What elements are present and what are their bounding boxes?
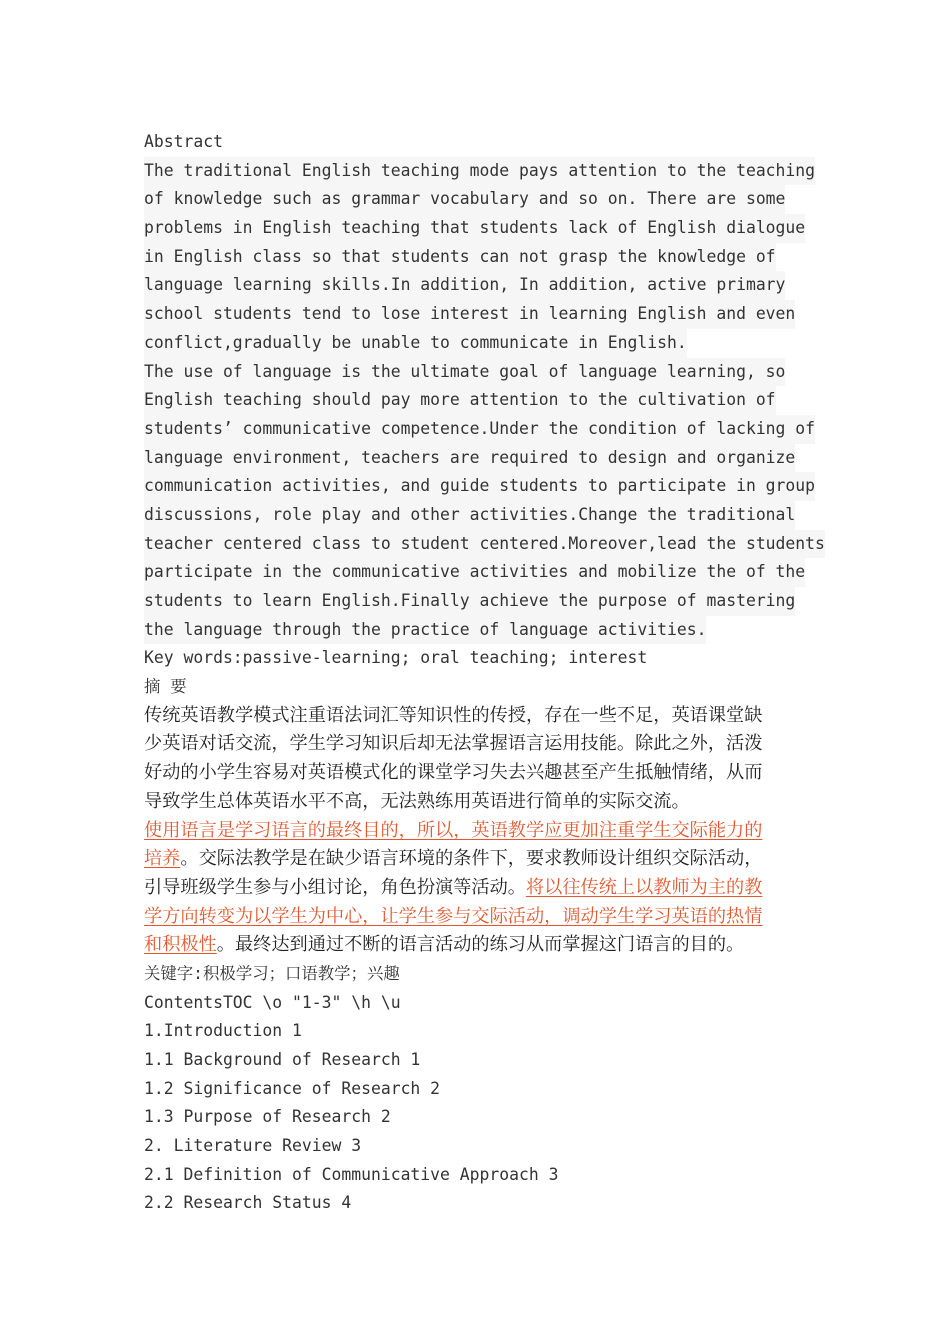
abstract-keywords: Key words:passive-learning; oral teaching; interest xyxy=(144,648,648,668)
zh-paragraph-line xyxy=(144,817,844,846)
abstract-paragraph-line: English teaching should pay more attention to the cultivation of xyxy=(144,386,844,415)
abstract-paragraph-line: language environment, teachers are required to design and organize xyxy=(144,444,844,473)
abstract-paragraph-line: of knowledge such as grammar vocabulary and so on. There are some xyxy=(144,185,844,214)
zh-highlighted-text: 培养 xyxy=(144,848,181,870)
abstract-paragraph-line: language learning skills.In addition, In addition, active primary xyxy=(144,271,844,300)
zh-highlighted-text: 学方向转变为以学生为中心，让学生参与交际活动，调动学生学习英语的热情 xyxy=(144,905,763,927)
zh-paragraph-line: 培养。交际法教学是在缺少语言环境的条件下，要求教师设计组织交际活动， xyxy=(144,848,763,870)
zh-highlighted-text: 使用语言是学习语言的最终目的，所以，英语教学应更加注重学生交际能力的 xyxy=(144,819,763,841)
abstract-paragraph-line: problems in English teaching that students lack of English dialogue xyxy=(144,214,844,243)
abstract-heading: Abstract xyxy=(144,132,223,151)
abstract-paragraph-line: The traditional English teaching mode pays attention to the teaching xyxy=(144,157,844,186)
abstract-paragraph-line: communication activities, and guide students to participate in group xyxy=(144,472,844,501)
abstract-paragraph-line: students to learn English.Finally achieve the purpose of mastering xyxy=(144,587,844,616)
toc-entry[interactable]: 2.2 Research Status 4 xyxy=(144,1193,352,1213)
zh-paragraph-line: 导致学生总体英语水平不高，无法熟练用英语进行简单的实际交流。 xyxy=(144,790,690,812)
zh-paragraph-line: 少英语对话交流，学生学习知识后却无法掌握语言运用技能。除此之外，活泼 xyxy=(144,733,763,755)
document-page xyxy=(144,128,844,1218)
toc-entry[interactable]: 2. Literature Review 3 xyxy=(144,1136,362,1156)
toc-entry[interactable]: 1.1 Background of Research 1 xyxy=(144,1050,421,1069)
toc-header: ContentsTOC \o "1-3" \h \u xyxy=(144,992,401,1012)
zh-paragraph-line: 好动的小学生容易对英语模式化的课堂学习失去兴趣甚至产生抵触情绪，从而 xyxy=(144,762,763,784)
toc-entry[interactable]: 1.Introduction 1 xyxy=(144,1021,302,1041)
zh-paragraph-line: 传统英语教学模式注重语法词汇等知识性的传授，存在一些不足，英语课堂缺 xyxy=(144,704,763,726)
zh-highlighted-text: 和积极性 xyxy=(144,934,217,956)
abstract-paragraph-line: in English class so that students can not grasp the knowledge of xyxy=(144,243,844,272)
zh-highlighted-text: 将以往传统上以教师为主的教 xyxy=(525,876,763,898)
toc-entry[interactable]: 2.1 Definition of Communicative Approach 3 xyxy=(144,1164,559,1184)
toc-entry[interactable]: 1.3 Purpose of Research 2 xyxy=(144,1107,391,1127)
abstract-paragraph-line: The use of language is the ultimate goal of language learning, so xyxy=(144,358,844,387)
zh-keywords: 关键字:积极学习；口语教学；兴趣 xyxy=(144,963,400,983)
zh-paragraph-line: 引导班级学生参与小组讨论，角色扮演等活动。将以往传统上以教师为主的教 xyxy=(144,876,763,898)
zh-paragraph-line: 和积极性。最终达到通过不断的语言活动的练习从而掌握这门语言的目的。 xyxy=(144,934,745,956)
abstract-paragraph-line: teacher centered class to student centered.Moreover,lead the students xyxy=(144,530,844,559)
abstract-paragraph-line: participate in the communicative activities and mobilize the of the xyxy=(144,558,844,587)
abstract-paragraph-line: students’ communicative competence.Under the condition of lacking of xyxy=(144,415,844,444)
abstract-paragraph-line: conflict,gradually be unable to communicate in English. xyxy=(144,329,844,358)
abstract-paragraph-line: discussions, role play and other activities.Change the traditional xyxy=(144,501,844,530)
abstract-paragraph-line: school students tend to lose interest in learning English and even xyxy=(144,300,844,329)
zh-paragraph-line xyxy=(144,903,844,932)
zh-abstract-heading: 摘 要 xyxy=(144,677,187,697)
toc-entry[interactable]: 1.2 Significance of Research 2 xyxy=(144,1078,441,1098)
abstract-paragraph-line: the language through the practice of language activities. xyxy=(144,616,844,645)
